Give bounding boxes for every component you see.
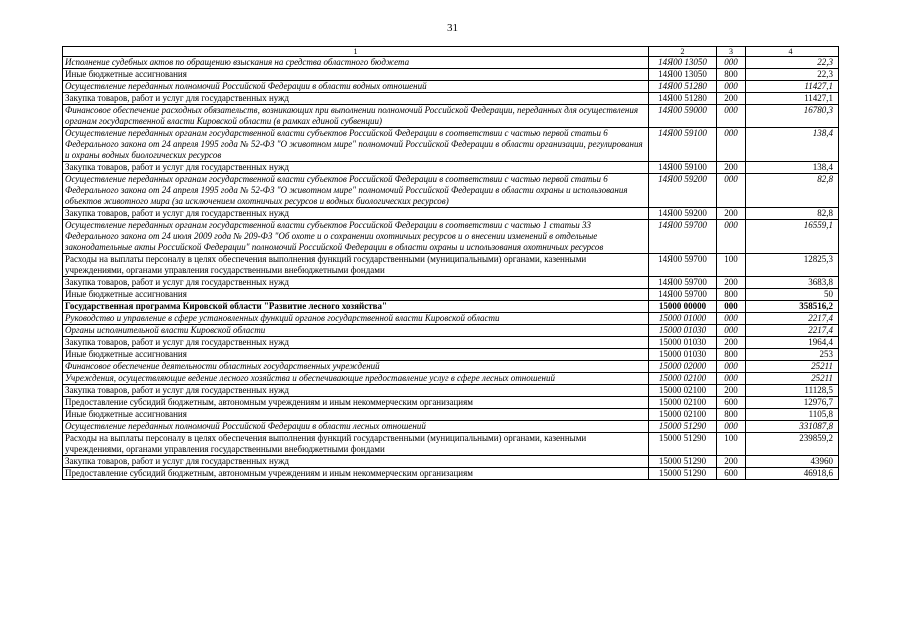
header-col-2: 2 bbox=[649, 47, 717, 57]
row-code: 15000 01030 bbox=[649, 325, 717, 337]
row-name: Государственная программа Кировской области "Развитие лесного хозяйства" bbox=[63, 301, 649, 313]
row-type: 200 bbox=[717, 385, 746, 397]
row-type: 000 bbox=[717, 57, 746, 69]
row-name: Осуществление переданных полномочий Российской Федерации в области водных отношений bbox=[63, 81, 649, 93]
row-name: Иные бюджетные ассигнования bbox=[63, 69, 649, 81]
row-amount: 3683,8 bbox=[746, 277, 839, 289]
row-code: 14Я00 13050 bbox=[649, 69, 717, 81]
row-amount: 43960 bbox=[746, 456, 839, 468]
budget-table bbox=[62, 46, 839, 480]
header-col-4: 4 bbox=[746, 47, 839, 57]
row-amount: 2217,4 bbox=[746, 325, 839, 337]
row-name: Исполнение судебных актов по обращению взыскания на средства областного бюджета bbox=[63, 57, 649, 69]
row-type: 600 bbox=[717, 397, 746, 409]
row-amount: 331087,8 bbox=[746, 421, 839, 433]
row-code: 15000 02000 bbox=[649, 361, 717, 373]
row-name: Закупка товаров, работ и услуг для государственных нужд bbox=[63, 208, 649, 220]
page-number: 31 bbox=[447, 22, 458, 34]
table-row bbox=[63, 433, 839, 456]
table-row bbox=[63, 93, 839, 105]
row-type: 000 bbox=[717, 81, 746, 93]
table-row bbox=[63, 57, 839, 69]
row-code: 14Я00 59700 bbox=[649, 254, 717, 277]
row-code: 14Я00 13050 bbox=[649, 57, 717, 69]
row-code: 14Я00 51280 bbox=[649, 81, 717, 93]
row-name: Закупка товаров, работ и услуг для государственных нужд bbox=[63, 385, 649, 397]
row-type: 000 bbox=[717, 373, 746, 385]
table-row bbox=[63, 220, 839, 254]
row-code: 15000 01030 bbox=[649, 349, 717, 361]
table-row bbox=[63, 385, 839, 397]
row-type: 200 bbox=[717, 337, 746, 349]
row-name: Руководство и управление в сфере установленных функций органов государственной власти Кировской области bbox=[63, 313, 649, 325]
table-row bbox=[63, 337, 839, 349]
table-row bbox=[63, 421, 839, 433]
row-name: Закупка товаров, работ и услуг для государственных нужд bbox=[63, 277, 649, 289]
row-code: 14Я00 51280 bbox=[649, 93, 717, 105]
row-code: 14Я00 59700 bbox=[649, 277, 717, 289]
row-type: 200 bbox=[717, 208, 746, 220]
row-name: Расходы на выплаты персоналу в целях обеспечения выполнения функций государственными (муниципальными) органами, казенными учреждениями, органами управления государственными внебюджетными фондами bbox=[63, 433, 649, 456]
row-type: 800 bbox=[717, 69, 746, 81]
table-row bbox=[63, 289, 839, 301]
table-row bbox=[63, 349, 839, 361]
row-type: 100 bbox=[717, 433, 746, 456]
row-type: 800 bbox=[717, 349, 746, 361]
table-row bbox=[63, 254, 839, 277]
table-header-row bbox=[63, 47, 839, 57]
row-amount: 22,3 bbox=[746, 57, 839, 69]
row-code: 15000 02100 bbox=[649, 373, 717, 385]
row-code: 14Я00 59000 bbox=[649, 105, 717, 128]
table-row bbox=[63, 128, 839, 162]
row-code: 14Я00 59100 bbox=[649, 162, 717, 174]
row-name: Иные бюджетные ассигнования bbox=[63, 349, 649, 361]
row-name: Финансовое обеспечение расходных обязательств, возникающих при выполнении полномочий Российской Федерации, переданных для осуществления органам государственной власти Кировской области (в рамках единой субвенции) bbox=[63, 105, 649, 128]
table-row bbox=[63, 313, 839, 325]
row-type: 200 bbox=[717, 456, 746, 468]
row-code: 14Я00 59700 bbox=[649, 289, 717, 301]
header-col-1: 1 bbox=[63, 47, 649, 57]
table-row bbox=[63, 105, 839, 128]
table-row bbox=[63, 301, 839, 313]
row-amount: 1105,8 bbox=[746, 409, 839, 421]
row-type: 200 bbox=[717, 277, 746, 289]
row-name: Осуществление переданных полномочий Российской Федерации в области лесных отношений bbox=[63, 421, 649, 433]
row-type: 600 bbox=[717, 468, 746, 480]
row-amount: 82,8 bbox=[746, 208, 839, 220]
row-type: 800 bbox=[717, 289, 746, 301]
row-amount: 16780,3 bbox=[746, 105, 839, 128]
row-amount: 82,8 bbox=[746, 174, 839, 208]
table-row bbox=[63, 373, 839, 385]
table-row bbox=[63, 174, 839, 208]
row-amount: 253 bbox=[746, 349, 839, 361]
row-name: Финансовое обеспечение деятельности областных государственных учреждений bbox=[63, 361, 649, 373]
row-name: Осуществление переданных органам государственной власти субъектов Российской Федерации в соответствии с частью первой статьи 6 Федерального закона от 24 апреля 1995 года № 52-ФЗ "О животном мире" полномочий Российской Федерации в области охраны и использования объектов животного мира (за исключением охотничьих ресурсов и водных биологических ресурсов) bbox=[63, 174, 649, 208]
row-amount: 25211 bbox=[746, 361, 839, 373]
table-row bbox=[63, 277, 839, 289]
row-amount: 46918,6 bbox=[746, 468, 839, 480]
row-type: 000 bbox=[717, 421, 746, 433]
row-type: 000 bbox=[717, 313, 746, 325]
row-amount: 11128,5 bbox=[746, 385, 839, 397]
row-name: Иные бюджетные ассигнования bbox=[63, 409, 649, 421]
row-code: 14Я00 59700 bbox=[649, 220, 717, 254]
row-code: 15000 51290 bbox=[649, 468, 717, 480]
row-name: Расходы на выплаты персоналу в целях обеспечения выполнения функций государственными (муниципальными) органами, казенными учреждениями, органами управления государственными внебюджетными фондами bbox=[63, 254, 649, 277]
row-type: 000 bbox=[717, 301, 746, 313]
row-code: 14Я00 59100 bbox=[649, 128, 717, 162]
header-col-3: 3 bbox=[717, 47, 746, 57]
row-type: 200 bbox=[717, 93, 746, 105]
row-amount: 2217,4 bbox=[746, 313, 839, 325]
row-type: 200 bbox=[717, 162, 746, 174]
table-row bbox=[63, 81, 839, 93]
table-row bbox=[63, 456, 839, 468]
row-name: Закупка товаров, работ и услуг для государственных нужд bbox=[63, 162, 649, 174]
row-amount: 12976,7 bbox=[746, 397, 839, 409]
row-code: 14Я00 59200 bbox=[649, 208, 717, 220]
row-amount: 11427,1 bbox=[746, 93, 839, 105]
row-amount: 22,3 bbox=[746, 69, 839, 81]
row-amount: 358516,2 bbox=[746, 301, 839, 313]
row-code: 15000 00000 bbox=[649, 301, 717, 313]
row-amount: 25211 bbox=[746, 373, 839, 385]
row-amount: 1964,4 bbox=[746, 337, 839, 349]
row-code: 15000 51290 bbox=[649, 421, 717, 433]
row-type: 000 bbox=[717, 361, 746, 373]
row-type: 000 bbox=[717, 174, 746, 208]
row-code: 15000 02100 bbox=[649, 409, 717, 421]
row-amount: 11427,1 bbox=[746, 81, 839, 93]
row-code: 15000 01030 bbox=[649, 337, 717, 349]
row-name: Предоставление субсидий бюджетным, автономным учреждениям и иным некоммерческим организациям bbox=[63, 397, 649, 409]
row-amount: 16559,1 bbox=[746, 220, 839, 254]
row-code: 15000 02100 bbox=[649, 385, 717, 397]
row-name: Учреждения, осуществляющие ведение лесного хозяйства и обеспечивающие предоставление услуг в сфере лесных отношений bbox=[63, 373, 649, 385]
table-row bbox=[63, 361, 839, 373]
row-amount: 138,4 bbox=[746, 128, 839, 162]
row-name: Закупка товаров, работ и услуг для государственных нужд bbox=[63, 93, 649, 105]
row-type: 000 bbox=[717, 325, 746, 337]
row-name: Осуществление переданных органам государственной власти субъектов Российской Федерации в соответствии с частью первой статьи 6 Федерального закона от 24 апреля 1995 года № 52-ФЗ "О животном мире" полномочий Российской Федерации в области организации, регулирования и охраны водных биологических ресурсов bbox=[63, 128, 649, 162]
row-type: 000 bbox=[717, 220, 746, 254]
row-code: 15000 51290 bbox=[649, 433, 717, 456]
table-row bbox=[63, 468, 839, 480]
table-row bbox=[63, 397, 839, 409]
table-row bbox=[63, 162, 839, 174]
row-name: Закупка товаров, работ и услуг для государственных нужд bbox=[63, 456, 649, 468]
row-code: 15000 02100 bbox=[649, 397, 717, 409]
row-name: Иные бюджетные ассигнования bbox=[63, 289, 649, 301]
row-code: 15000 51290 bbox=[649, 456, 717, 468]
row-type: 100 bbox=[717, 254, 746, 277]
row-code: 15000 01000 bbox=[649, 313, 717, 325]
row-code: 14Я00 59200 bbox=[649, 174, 717, 208]
row-amount: 138,4 bbox=[746, 162, 839, 174]
row-amount: 239859,2 bbox=[746, 433, 839, 456]
row-amount: 12825,3 bbox=[746, 254, 839, 277]
table-row bbox=[63, 208, 839, 220]
table-row bbox=[63, 325, 839, 337]
row-name: Предоставление субсидий бюджетным, автономным учреждениям и иным некоммерческим организациям bbox=[63, 468, 649, 480]
row-type: 000 bbox=[717, 105, 746, 128]
row-name: Органы исполнительной власти Кировской области bbox=[63, 325, 649, 337]
row-type: 800 bbox=[717, 409, 746, 421]
table-row bbox=[63, 409, 839, 421]
row-type: 000 bbox=[717, 128, 746, 162]
table-row bbox=[63, 69, 839, 81]
row-name: Осуществление переданных органам государственной власти субъектов Российской Федерации в соответствии с частью 1 статьи 33 Федерального закона от 24 июля 2009 года № 209-ФЗ "Об охоте и о сохранении охотничьих ресурсов и о внесении изменений в отдельные законодательные акты Российской Федерации" полномочий Российской Федерации в области охраны и использования охотничьих ресурсов bbox=[63, 220, 649, 254]
row-amount: 50 bbox=[746, 289, 839, 301]
row-name: Закупка товаров, работ и услуг для государственных нужд bbox=[63, 337, 649, 349]
